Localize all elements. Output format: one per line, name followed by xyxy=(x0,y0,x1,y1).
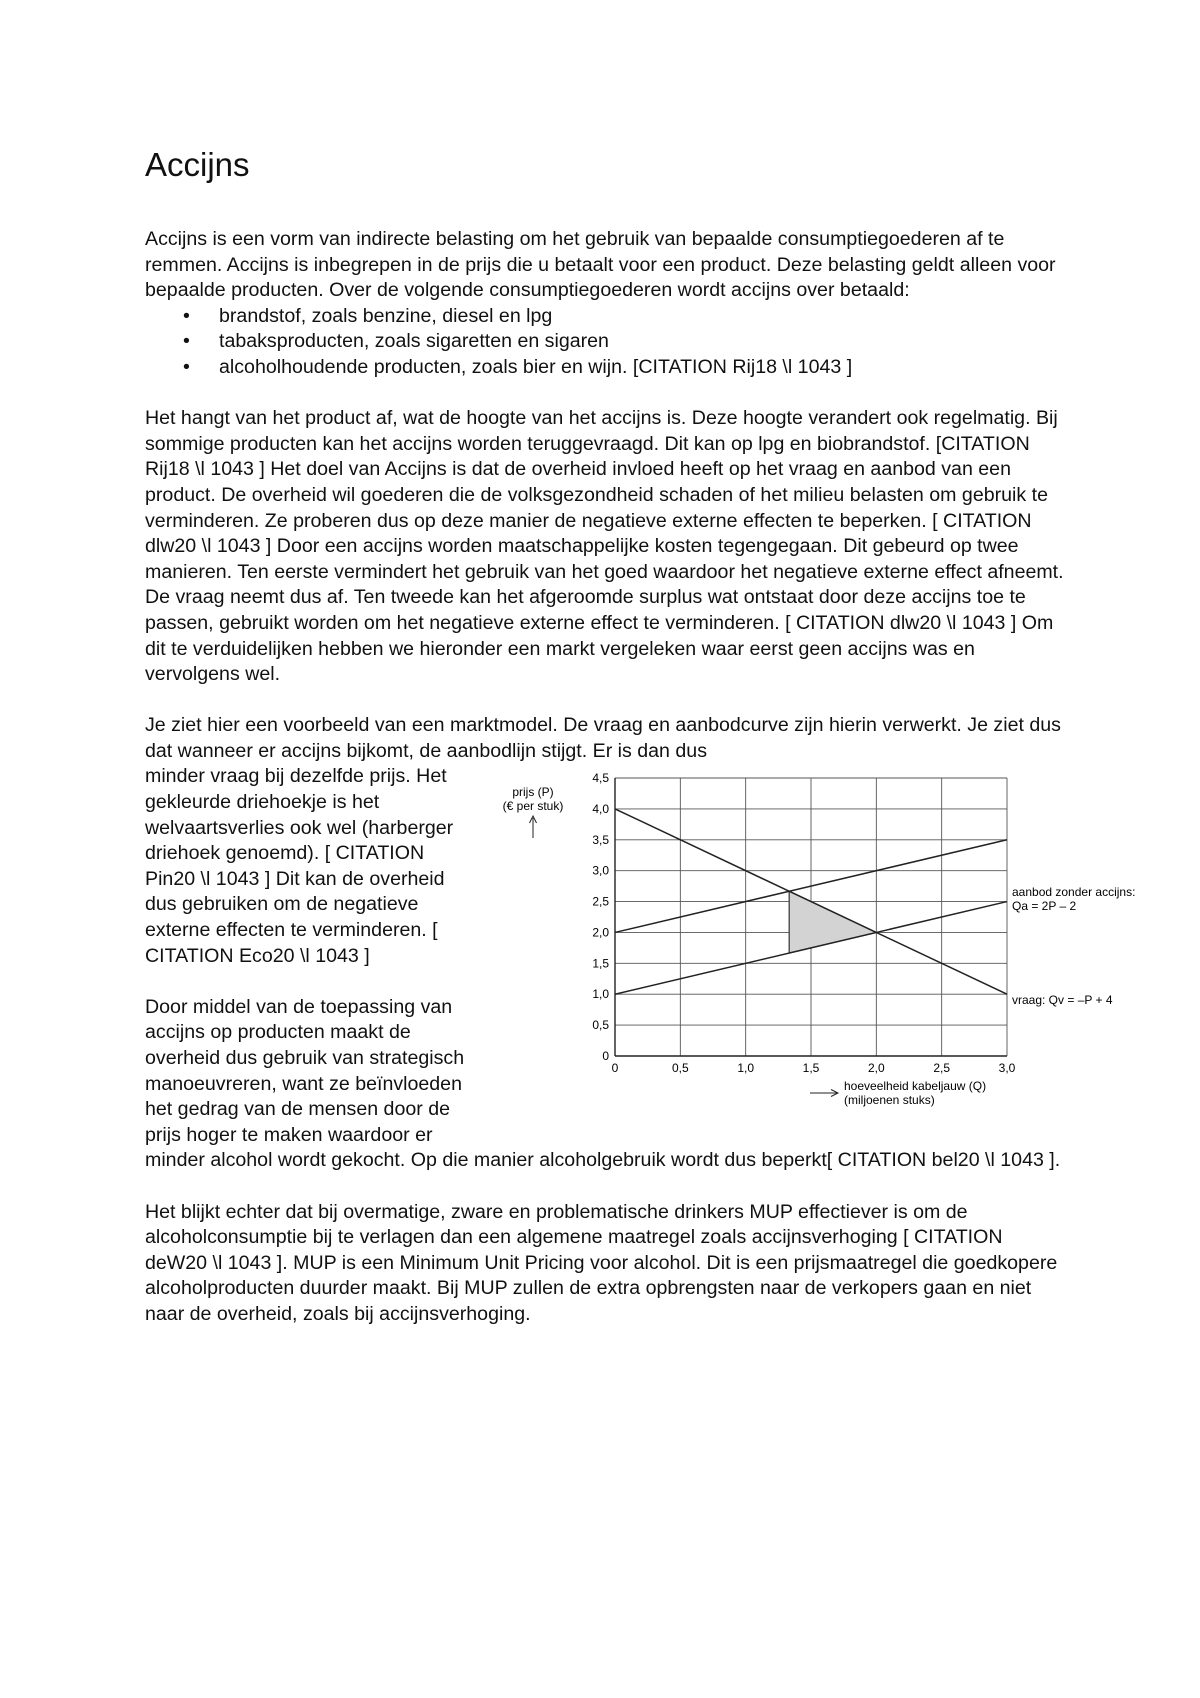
deadweight-loss-triangle xyxy=(789,892,876,954)
y-tick-label: 2,0 xyxy=(592,925,609,940)
document-title: Accijns xyxy=(145,146,250,183)
y-tick-label: 2,5 xyxy=(592,895,609,910)
x-tick-label: 3,0 xyxy=(998,1061,1016,1076)
bullet-icon: • xyxy=(183,304,190,327)
x-tick-label: 1,5 xyxy=(802,1061,820,1076)
document-body xyxy=(145,145,1136,1328)
list-item: • tabaksproducten, zoals sigaretten en sigaren xyxy=(145,329,1065,355)
paragraph-strategic: Door middel van de toepassing van accijns op producten maakt de overheid dus gebruik van strategisch manoeuvreren, want ze beïnvloeden het gedrag van de mensen door de prijs hoger te maken waardoor er minder alcohol wordt gekocht. Op die manier alcoholgebruik wordt dus beperkt[ CITATION bel20 \l 1043 ]. xyxy=(145,995,1061,1172)
y-tick-label: 0 xyxy=(602,1049,609,1064)
y-tick-label: 1,5 xyxy=(592,956,609,971)
market-chart-svg xyxy=(495,768,1150,1126)
y-tick-label: 0,5 xyxy=(592,1018,609,1033)
y-tick-label: 3,0 xyxy=(592,864,609,879)
list-item: • brandstof, zoals benzine, diesel en lpg xyxy=(145,304,1065,330)
y-axis-label-unit: (€ per stuk) xyxy=(502,799,564,814)
demand-curve-label: vraag: Qv = –P + 4 xyxy=(1012,993,1113,1008)
y-tick-label: 4,0 xyxy=(592,802,609,817)
bullet-icon: • xyxy=(183,355,190,378)
bullet-icon: • xyxy=(183,330,190,353)
paragraph-explanation: Het hangt van het product af, wat de hoogte van het accijns is. Deze hoogte verandert ook regelmatig. Bij sommige producten kan het accijns worden teruggevraagd. Dit kan op lpg en biobrandstof. [CITATION Rij18 \l 1043 ] Het doel van Accijns is dat de overheid invloed heeft op het vraag en aanbod van een product. De overheid wil goederen die de volksgezondheid schaden of het milieu belasten om gebruik te verminderen. Ze proberen dus op deze manier de negatieve externe effecten te beperken. [ CITATION dlw20 \l 1043 ] Door een accijns worden maatschappelijke kosten tegengegaan. Dit gebeurd op twee manieren. Ten eerste vermindert het gebruik van het goed waardoor het negatieve externe effect afneemt. De vraag neemt dus af. Ten tweede kan het afgeroomde surplus wat ontstaat door deze accijns toe te passen, gebruikt worden om het negatieve externe effect te verminderen. [ CITATION dlw20 \l 1043 ] Om dit te verduidelijken hebben we hieronder een markt vergeleken waar eerst geen accijns was en vervolgens wel. xyxy=(145,407,1064,686)
x-tick-label: 1,0 xyxy=(737,1061,755,1076)
paragraph-mup: Het blijkt echter dat bij overmatige, zware en problematische drinkers MUP effectiever is om de alcoholconsumptie bij te verlagen dan een algemene maatregel zoals accijnsverhoging [ CITATION deW20 \l 1043 ]. MUP is een Minimum Unit Pricing voor alcohol. Dit is een prijsmaatregel die goedkopere alcoholproducten duurder maakt. Bij MUP zullen de extra opbrengsten naar de verkopers gaan en niet naar de overheid, zoals bij accijnsverhoging. xyxy=(145,1200,1058,1325)
paragraph-chart-explanation: minder vraag bij dezelfde prijs. Het gekleurde driehoekje is het welvaartsverlies ook wel (harberger driehoek genoemd). [ CITATION Pin20 \l 1043 ] Dit kan de overheid dus gebruiken om de negatieve externe effecten te verminderen. [ CITATION Eco20 \l 1043 ] xyxy=(145,765,454,967)
intro-paragraph: Accijns is een vorm van indirecte belasting om het gebruik van bepaalde consumptiegoederen af te remmen. Accijns is inbegrepen in de prijs die u betaalt voor een product. Deze belasting geldt alleen voor bepaalde producten. Over de volgende consumptiegoederen wordt accijns over betaald: xyxy=(145,228,1056,302)
x-tick-label: 2,0 xyxy=(867,1061,885,1076)
market-chart xyxy=(495,768,1150,1126)
x-tick-label: 2,5 xyxy=(933,1061,951,1076)
y-tick-label: 1,0 xyxy=(592,987,609,1002)
supply-curve-formula: Qa = 2P – 2 xyxy=(1012,899,1077,914)
supply-curve-label: aanbod zonder accijns: xyxy=(1012,885,1136,900)
list-item: • alcoholhoudende producten, zoals bier en wijn. [CITATION Rij18 \l 1043 ] xyxy=(145,355,1065,381)
x-tick-label: 0,5 xyxy=(671,1061,689,1076)
excise-goods-list xyxy=(145,304,1065,381)
x-axis-label: hoeveelheid kabeljauw (Q) xyxy=(844,1079,987,1094)
x-axis-label-unit: (miljoenen stuks) xyxy=(844,1093,935,1108)
y-tick-label: 3,5 xyxy=(592,833,609,848)
x-tick-label: 0 xyxy=(611,1061,619,1076)
y-axis-label: prijs (P) xyxy=(512,785,554,800)
y-tick-label: 4,5 xyxy=(592,771,609,786)
paragraph-market-intro: Je ziet hier een voorbeeld van een marktmodel. De vraag en aanbodcurve zijn hierin verwerkt. Je ziet dus dat wanneer er accijns bijkomt, de aanbodlijn stijgt. Er is dan dus xyxy=(145,714,1061,762)
